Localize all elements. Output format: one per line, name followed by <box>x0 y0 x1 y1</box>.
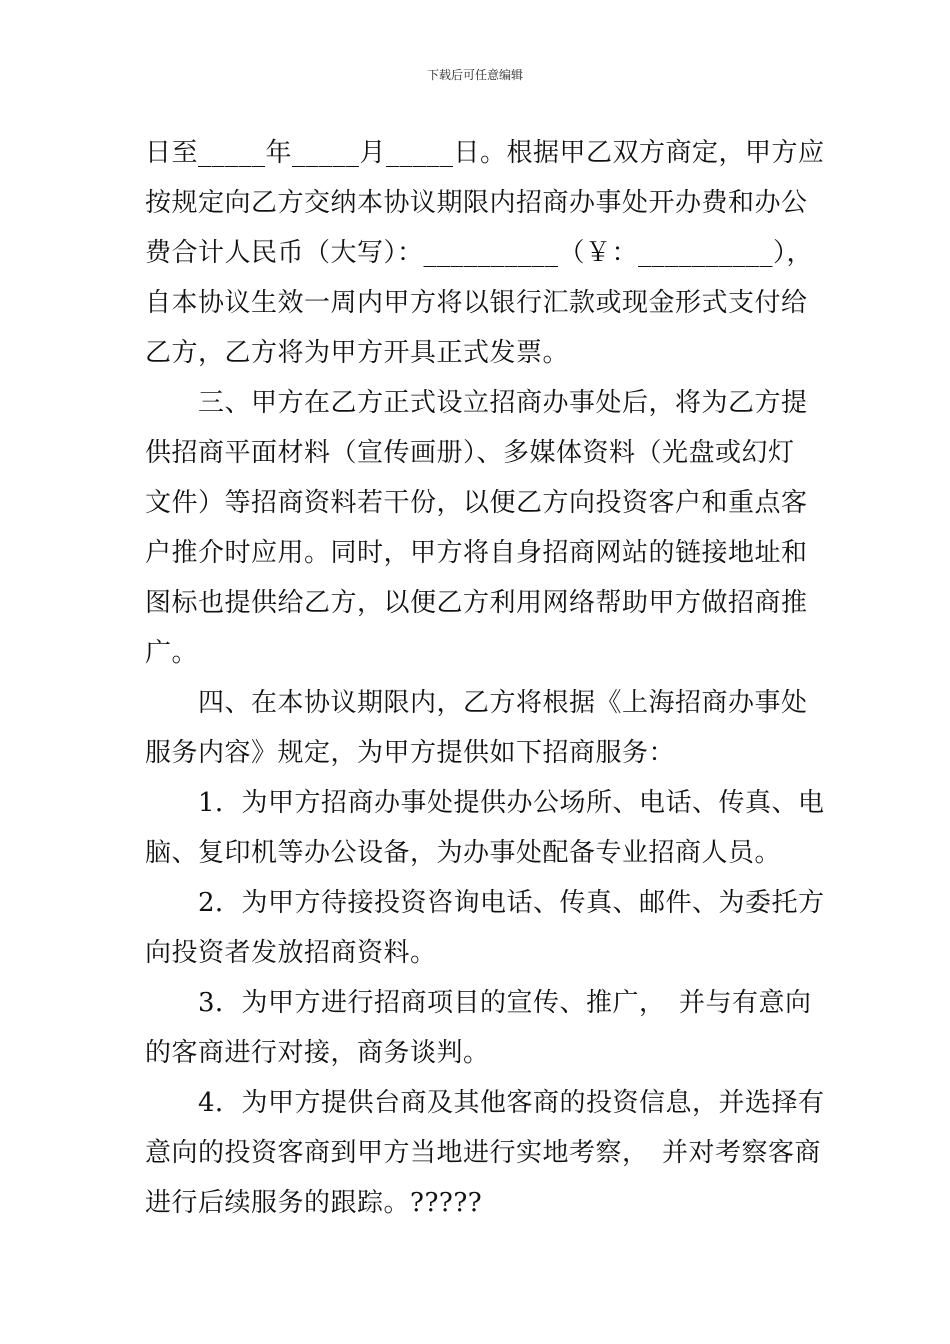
text-line: 三、甲方在乙方正式设立招商办事处后，将为乙方提 <box>145 388 808 418</box>
text-line: 的客商进行对接，商务谈判。 <box>145 1038 490 1068</box>
text-line: 意向的投资客商到甲方当地进行实地考察， 并对考察客商 <box>145 1138 822 1168</box>
text-line: 向投资者发放招商资料。 <box>145 938 437 968</box>
text-line: 2．为甲方待接投资咨询电话、传真、邮件、为委托方 <box>145 888 825 918</box>
text-line: 图标也提供给乙方，以便乙方利用网络帮助甲方做招商推 <box>145 588 808 618</box>
text-line: 广。 <box>145 638 199 668</box>
text-line: 费合计人民币（大写）：__________（￥：__________）， <box>145 238 814 268</box>
document-body <box>145 128 825 1228</box>
text-line: 3．为甲方进行招商项目的宣传、推广， 并与有意向 <box>145 988 812 1018</box>
text-line: 自本协议生效一周内甲方将以银行汇款或现金形式支付给 <box>145 288 808 318</box>
text-line: 4．为甲方提供台商及其他客商的投资信息，并选择有 <box>145 1088 825 1118</box>
text-line: 按规定向乙方交纳本协议期限内招商办事处开办费和办公 <box>145 188 808 218</box>
text-line: 四、在本协议期限内，乙方将根据《上海招商办事处 <box>145 688 808 718</box>
text-line: 进行后续服务的跟踪。????? <box>145 1188 483 1218</box>
text-line: 户推介时应用。同时，甲方将自身招商网站的链接地址和 <box>145 538 808 568</box>
text-line: 日至_____年_____月_____日。根据甲乙双方商定，甲方应 <box>145 138 825 168</box>
text-line: 服务内容》规定，为甲方提供如下招商服务： <box>145 738 676 768</box>
text-line: 乙方，乙方将为甲方开具正式发票。 <box>145 338 570 368</box>
text-line: 文件）等招商资料若干份，以便乙方向投资客户和重点客 <box>145 488 808 518</box>
text-line: 脑、复印机等办公设备，为办事处配备专业招商人员。 <box>145 838 782 868</box>
page-header: 下载后可任意编辑 <box>426 68 523 82</box>
text-line: 供招商平面材料（宣传画册）、多媒体资料（光盘或幻灯 <box>145 438 795 468</box>
text-line: 1．为甲方招商办事处提供办公场所、电话、传真、电 <box>145 788 825 818</box>
